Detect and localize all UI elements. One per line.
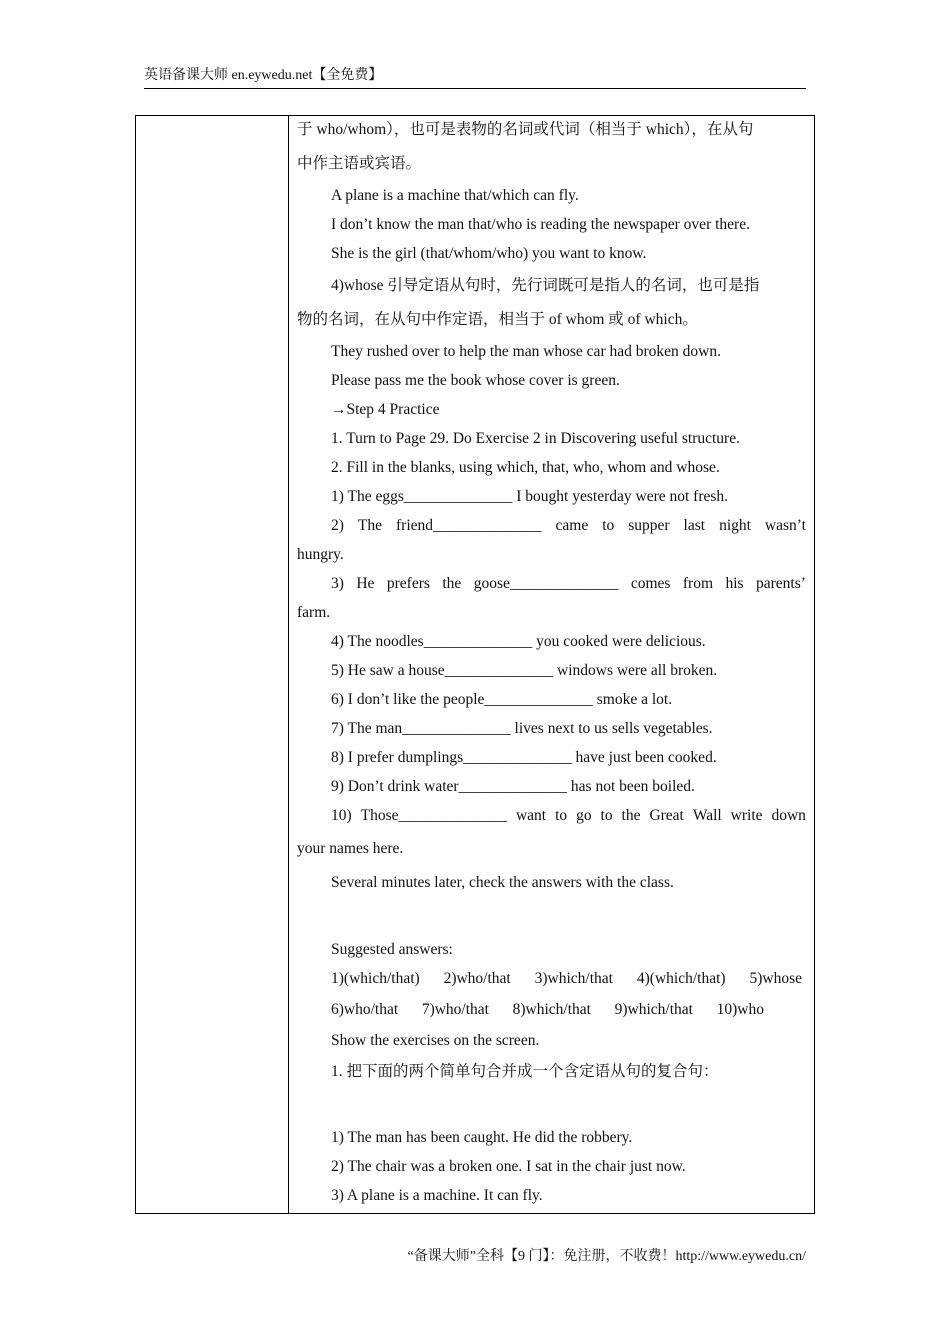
word: night	[719, 517, 751, 534]
word: last	[683, 517, 706, 534]
answer-row	[331, 969, 802, 989]
exercise-item: 6) I don’t like the people______________ smoke a lot.	[331, 691, 673, 708]
word: 4)(which/that)	[636, 970, 726, 987]
exercise-item: 1) The eggs______________ I bought yesterday were not fresh.	[331, 488, 729, 505]
word: 10)who	[716, 1001, 764, 1018]
word: down	[771, 807, 806, 824]
answers-heading: Suggested answers:	[331, 941, 453, 958]
lesson-table	[135, 115, 815, 1214]
word: 10)	[331, 807, 352, 824]
exercise-item: 8) I prefer dumplings______________ have just been cooked.	[331, 749, 717, 766]
exercise-item: 4) The noodles______________ you cooked were delicious.	[331, 633, 706, 650]
text-line: 物的名词，在从句中作定语，相当于 of whom 或 of which。	[297, 311, 698, 328]
text-line: A plane is a machine that/which can fly.	[331, 187, 579, 204]
word: supper	[628, 517, 670, 534]
text-line: She is the girl (that/whom/who) you want to know.	[331, 245, 647, 262]
exercise-item: 7) The man______________ lives next to us sells vegetables.	[331, 720, 713, 737]
word: from	[682, 575, 714, 592]
word: want	[515, 807, 547, 824]
exercise-item: 9) Don’t drink water______________ has not been boiled.	[331, 778, 695, 795]
word: the	[442, 575, 462, 592]
word: He	[356, 575, 375, 592]
word: Wall	[692, 807, 722, 824]
word: 7)who/that	[421, 1001, 489, 1018]
answer-row	[331, 1000, 764, 1020]
exercise-item	[331, 516, 806, 536]
text-line: 中作主语或宾语。	[297, 155, 422, 172]
exercise-item: 5) He saw a house______________ windows were all broken.	[331, 662, 718, 679]
word: to	[555, 807, 568, 824]
word: 1)(which/that)	[331, 970, 420, 987]
word: to	[602, 517, 615, 534]
word: 6)who/that	[331, 1001, 399, 1018]
text-line: I don’t know the man that/who is reading the newspaper over there.	[331, 216, 750, 233]
text-line: 1. 把下面的两个简单句合并成一个含定语从句的复合句：	[331, 1063, 719, 1080]
word: 8)which/that	[512, 1001, 591, 1018]
word: 2)who/that	[443, 970, 511, 987]
exercise-item	[331, 806, 806, 826]
exercise-item: 2) The chair was a broken one. I sat in the chair just now.	[331, 1158, 686, 1175]
word: The	[357, 517, 383, 534]
step-heading: →Step 4 Practice	[331, 401, 440, 418]
text-line: your names here.	[297, 840, 404, 857]
text-line: 于 who/whom），也可是表物的名词或代词（相当于 which），在从句	[297, 121, 754, 138]
text-line: They rushed over to help the man whose car had broken down.	[331, 343, 721, 360]
word: wasn’t	[764, 517, 806, 534]
word: came	[555, 517, 589, 534]
text-line: hungry.	[297, 546, 344, 563]
word: go	[576, 807, 592, 824]
word: his	[725, 575, 744, 592]
text-line: farm.	[297, 604, 331, 621]
word: 5)whose	[749, 970, 802, 987]
word: to	[600, 807, 613, 824]
header-text: 英语备课大师 en.eywedu.net【全免费】	[144, 68, 383, 83]
word: friend______________	[396, 517, 542, 534]
page-header	[144, 66, 806, 89]
word: 9)which/that	[614, 1001, 693, 1018]
word: Those______________	[360, 807, 508, 824]
text-line: Several minutes later, check the answers with the class.	[331, 874, 674, 891]
word: comes	[630, 575, 671, 592]
exercise-item: 1) The man has been caught. He did the robbery.	[331, 1129, 633, 1146]
word: 3)	[331, 575, 344, 592]
word: Great	[649, 807, 684, 824]
exercise-item	[331, 574, 806, 594]
exercise-item: 3) A plane is a machine. It can fly.	[331, 1187, 543, 1204]
word: the	[621, 807, 641, 824]
word: 2)	[331, 517, 344, 534]
text-line: 1. Turn to Page 29. Do Exercise 2 in Discovering useful structure.	[331, 430, 740, 447]
word: parents’	[755, 575, 806, 592]
footer-text: “备课大师”全科【9 门】：免注册，不收费！http://www.eywedu.cn/	[407, 1249, 806, 1264]
word: goose______________	[473, 575, 619, 592]
word: prefers	[386, 575, 430, 592]
word: 3)which/that	[534, 970, 613, 987]
left-column	[136, 116, 289, 1213]
text-line: Show the exercises on the screen.	[331, 1032, 540, 1049]
word: write	[730, 807, 763, 824]
text-line: 4)whose 引导定语从句时，先行词既可是指人的名词，也可是指	[331, 277, 760, 294]
text-line: Please pass me the book whose cover is green.	[331, 372, 620, 389]
page-footer	[408, 1247, 806, 1267]
text-line: 2. Fill in the blanks, using which, that, who, whom and whose.	[331, 459, 720, 476]
